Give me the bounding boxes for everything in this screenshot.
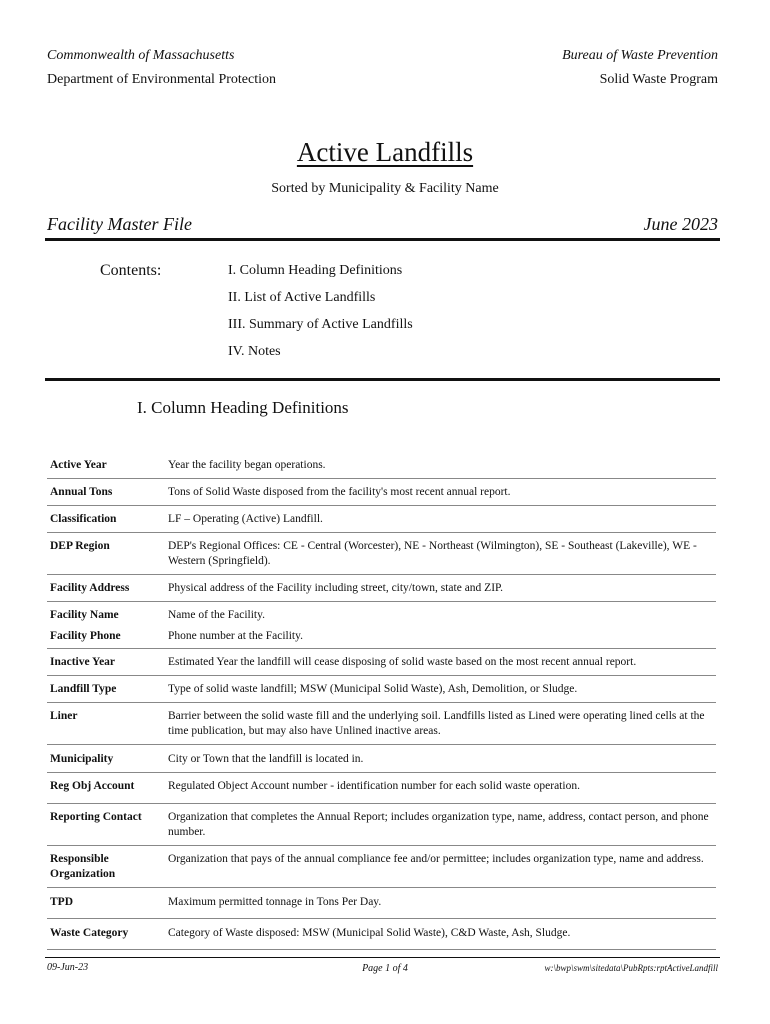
definition-term: Waste Category	[50, 927, 129, 939]
definition-term: Facility Phone	[50, 630, 121, 642]
definition-description: Phone number at the Facility.	[168, 630, 303, 642]
definition-term: Inactive Year	[50, 656, 116, 668]
definition-description: Tons of Solid Waste disposed from the facility's most recent annual report.	[168, 486, 511, 498]
definition-description: City or Town that the landfill is located in.	[168, 753, 364, 765]
footer-divider	[45, 957, 720, 958]
definition-row	[47, 919, 716, 950]
definition-term: Landfill Type	[50, 683, 117, 695]
contents-item: IV. Notes	[228, 344, 281, 359]
definition-description: Year the facility began operations.	[168, 459, 326, 471]
definition-row	[47, 888, 716, 919]
contents-item: III. Summary of Active Landfills	[228, 317, 413, 332]
definition-row	[47, 626, 716, 649]
definition-row	[47, 575, 716, 602]
footer-print-date: 09-Jun-23	[47, 962, 89, 973]
definition-row	[47, 773, 716, 804]
definition-term: Liner	[50, 710, 78, 722]
definition-term: Municipality	[50, 753, 114, 765]
definition-description: Barrier between the solid waste fill and the underlying soil. Landfills listed as Lined were operating lined cells at the time publication, but may also have Unlined inactive areas.	[168, 710, 705, 737]
definition-term: Reporting Contact	[50, 811, 142, 823]
contents-divider	[45, 378, 720, 381]
definition-row	[47, 452, 716, 479]
definition-description: DEP's Regional Offices: CE - Central (Worcester), NE - Northeast (Wilmington), SE - Southeast (Lakeville), WE - Western (Springfield).	[168, 540, 697, 567]
definition-term: DEP Region	[50, 540, 110, 552]
definition-description: LF – Operating (Active) Landfill.	[168, 513, 323, 525]
footer-page-number: Page 1 of 4	[362, 963, 408, 974]
definition-term: Annual Tons	[50, 486, 113, 498]
facility-master-file-label: Facility Master File	[47, 214, 192, 234]
definition-description: Physical address of the Facility including street, city/town, state and ZIP.	[168, 582, 504, 594]
definition-row	[47, 745, 716, 773]
header-bureau: Bureau of Waste Prevention	[562, 48, 718, 63]
definition-row	[47, 479, 716, 506]
definition-term: Classification	[50, 513, 117, 525]
definition-description: Organization that completes the Annual Report; includes organization type, name, address, contact person, and phone number.	[168, 811, 709, 838]
definition-description: Category of Waste disposed: MSW (Municipal Solid Waste), C&D Waste, Ash, Sludge.	[168, 927, 571, 939]
definition-row	[47, 804, 716, 846]
definition-description: Estimated Year the landfill will cease disposing of solid waste based on the most recent annual report.	[168, 656, 637, 668]
definition-term: Responsible Organization	[50, 853, 116, 880]
definition-row	[47, 676, 716, 703]
section-title: I. Column Heading Definitions	[137, 398, 349, 417]
page-subtitle: Sorted by Municipality & Facility Name	[271, 181, 499, 196]
definition-description: Maximum permitted tonnage in Tons Per Day.	[168, 896, 382, 908]
definition-description: Organization that pays of the annual compliance fee and/or permittee; includes organization type, name and address.	[168, 853, 704, 865]
definition-term: Reg Obj Account	[50, 780, 135, 792]
header-department: Department of Environmental Protection	[47, 72, 276, 87]
footer-file-path: w:\bwp\swm\sitedata\PubRpts:rptActiveLandfill	[544, 963, 718, 973]
contents-item: II. List of Active Landfills	[228, 290, 376, 305]
header-divider	[45, 238, 720, 241]
page-title: Active Landfills	[296, 137, 474, 167]
definition-row	[47, 533, 716, 575]
report-date: June 2023	[643, 214, 718, 234]
definition-row	[47, 506, 716, 533]
definition-row	[47, 846, 716, 888]
definition-term: TPD	[50, 896, 73, 908]
definition-row	[47, 649, 716, 676]
definition-row	[47, 602, 716, 626]
definition-term: Facility Name	[50, 609, 119, 621]
contents-item: I. Column Heading Definitions	[228, 263, 403, 278]
contents-label: Contents:	[100, 262, 162, 279]
definitions-table	[47, 452, 716, 950]
header-agency: Commonwealth of Massachusetts	[47, 48, 235, 63]
definition-term: Active Year	[50, 459, 107, 471]
definition-row	[47, 703, 716, 745]
definition-description: Regulated Object Account number - identification number for each solid waste operation.	[168, 780, 580, 792]
definition-description: Name of the Facility.	[168, 609, 265, 621]
definition-term: Facility Address	[50, 582, 130, 594]
header-program: Solid Waste Program	[599, 72, 718, 87]
definition-description: Type of solid waste landfill; MSW (Municipal Solid Waste), Ash, Demolition, or Sludge.	[168, 683, 578, 695]
